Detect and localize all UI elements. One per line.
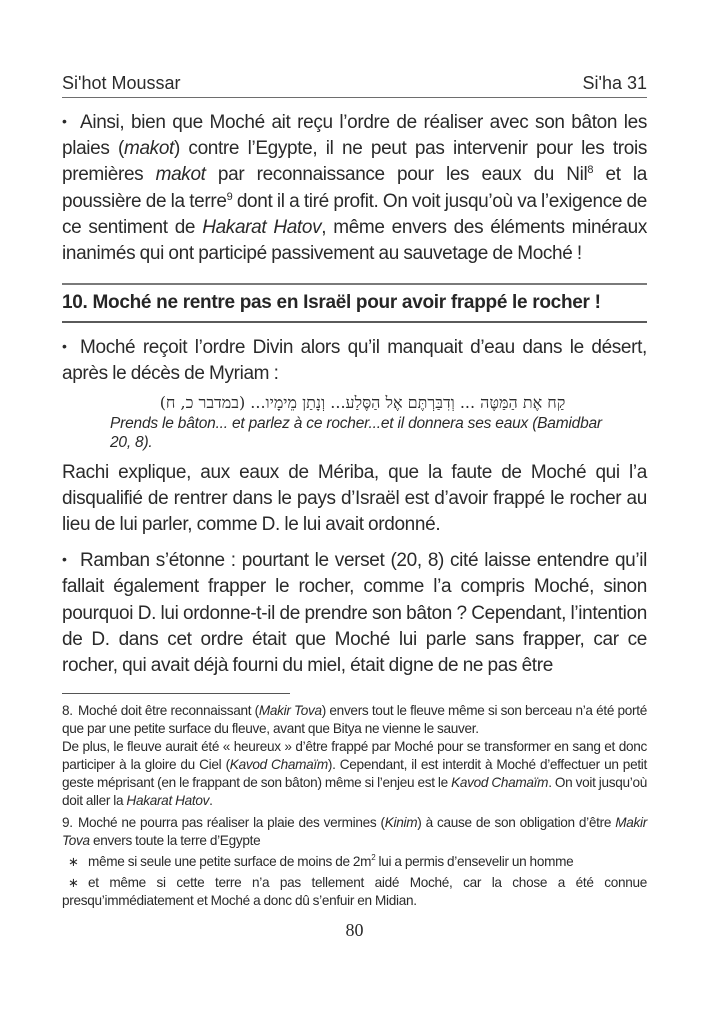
bullet-icon: • bbox=[62, 551, 67, 568]
bullet-icon: • bbox=[62, 338, 67, 355]
paragraph-rachi: Rachi explique, aux eaux de Mériba, que la faute de Moché qui l’a disqualifié de rentrer dans le pays d’Israël est d’avoir frappé le rocher au lieu de lui parler, comme D. le lui avait ordonné. bbox=[62, 461, 647, 536]
paragraph-ordre-divin: • Moché reçoit l’ordre Divin alors qu’il manquait d’eau dans le désert, après le décès de Myriam : bbox=[62, 333, 647, 387]
asterisk-icon: ∗ bbox=[68, 854, 79, 870]
footnote-9-sub-1: ∗ même si seule une petite surface de moins de $2m^2$ lui a permis d’ensevelir un homme bbox=[62, 853, 647, 871]
asterisk-icon: ∗ bbox=[68, 875, 79, 891]
term-makot: makot bbox=[155, 164, 206, 186]
footnote-number: 9. bbox=[62, 815, 73, 831]
footnote-ref-8[interactable]: 8 bbox=[587, 164, 594, 177]
term-hakarat-hatov: Hakarat Hatov bbox=[202, 216, 322, 238]
verse-quote bbox=[110, 392, 615, 452]
paragraph-ramban: • Ramban s’étonne : pourtant le verset (20, 8) cité laisse entendre qu’il fallait également frapper le rocher, comme l’a compris Moché, sinon pourquoi D. lui ordonne-t-il de prendre son bâton ? Cependant, l’intention de D. dans cet ordre était que Moché lui parle sans frapper, car ce rocher, qui avait déjà fourni du miel, était digne de ne pas être bbox=[62, 546, 647, 679]
hebrew-verse: קַח אֶת הַמַּטֶּה ... וְדִבַּרְתֶּם אֶל הַסֶּלַע... וְנָתַן מֵימָיו... (במדבר כ, ח) bbox=[159, 392, 566, 412]
running-header bbox=[62, 71, 647, 98]
bullet-icon: • bbox=[62, 113, 67, 129]
term-makot: makot bbox=[123, 138, 174, 160]
spacer bbox=[62, 538, 647, 546]
spacer bbox=[62, 98, 647, 108]
footnote-number: 8. bbox=[62, 703, 73, 719]
footnote-divider bbox=[62, 693, 290, 694]
paragraph-makot: • Ainsi, bien que Moché ait reçu l’ordre de réaliser avec son bâton les plaies (makot) contre l’Egypte, il ne peut pas intervenir pour les trois premières makot par reconnaissance pour les eaux du Nil$^8$ et la poussière de la terre$^9$ dont il a tiré profit. On voit jusqu’où va l’exigence de ce sentiment de Hakarat Hatov, même envers des éléments minéraux inanimés qui ont participé passivement au sauvetage de Moché ! bbox=[62, 108, 647, 267]
book-page bbox=[62, 0, 647, 961]
footnote-8: 8. Moché doit être reconnaissant (Makir Tova) envers tout le fleuve même si son berceau n’a été porté que par une petite surface du fleuve, avant que Bitya ne vienne le sauver. De plus, le fleuve aurait été « heureux » d’être frappé par Moché pour se transformer en sang et donc participer à la gloire du Ciel (Kavod Chamaïm). Cependant, il est interdit à Moché d’effectuer un petit geste méprisant (en le frappant de son bâton) même si l’enjeu est le Kavod Chamaïm. On voit jusqu’où doit aller la Hakarat Hatov. bbox=[62, 703, 648, 809]
footnote-9: 9. Moché ne pourra pas réaliser la plaie des vermines (Kinim) à cause de son obligation d’être Makir Tova envers toute la terre d’Egypte ∗ même si seule une petite surface de moins de $2m^2$ lui a permis d’ensevelir un homme ∗ et même si cette terre n’a pas tellement aidé Moché, car la chose a été connue presqu’immédiatement et Moché a donc dû s’enfuir en Midian. bbox=[62, 815, 647, 909]
chapter-label: Si'ha 31 bbox=[582, 73, 647, 93]
footnote-9-sub-2: ∗ et même si cette terre n’a pas tellement aidé Moché, car la chose a été connue presqu’immédiatement et Moché a donc dû s’enfuir en Midian. bbox=[62, 875, 647, 909]
section-heading: 10. Moché ne rentre pas en Israël pour avoir frappé le rocher ! bbox=[62, 283, 647, 323]
verse-translation: Prends le bâton... et parlez à ce rocher...et il donnera ses eaux (Bamidbar 20, 8). bbox=[110, 414, 602, 451]
page-number: 80 bbox=[345, 920, 364, 941]
book-title: Si'hot Moussar bbox=[62, 73, 181, 93]
footnote-ref-9[interactable]: 9 bbox=[226, 190, 233, 203]
